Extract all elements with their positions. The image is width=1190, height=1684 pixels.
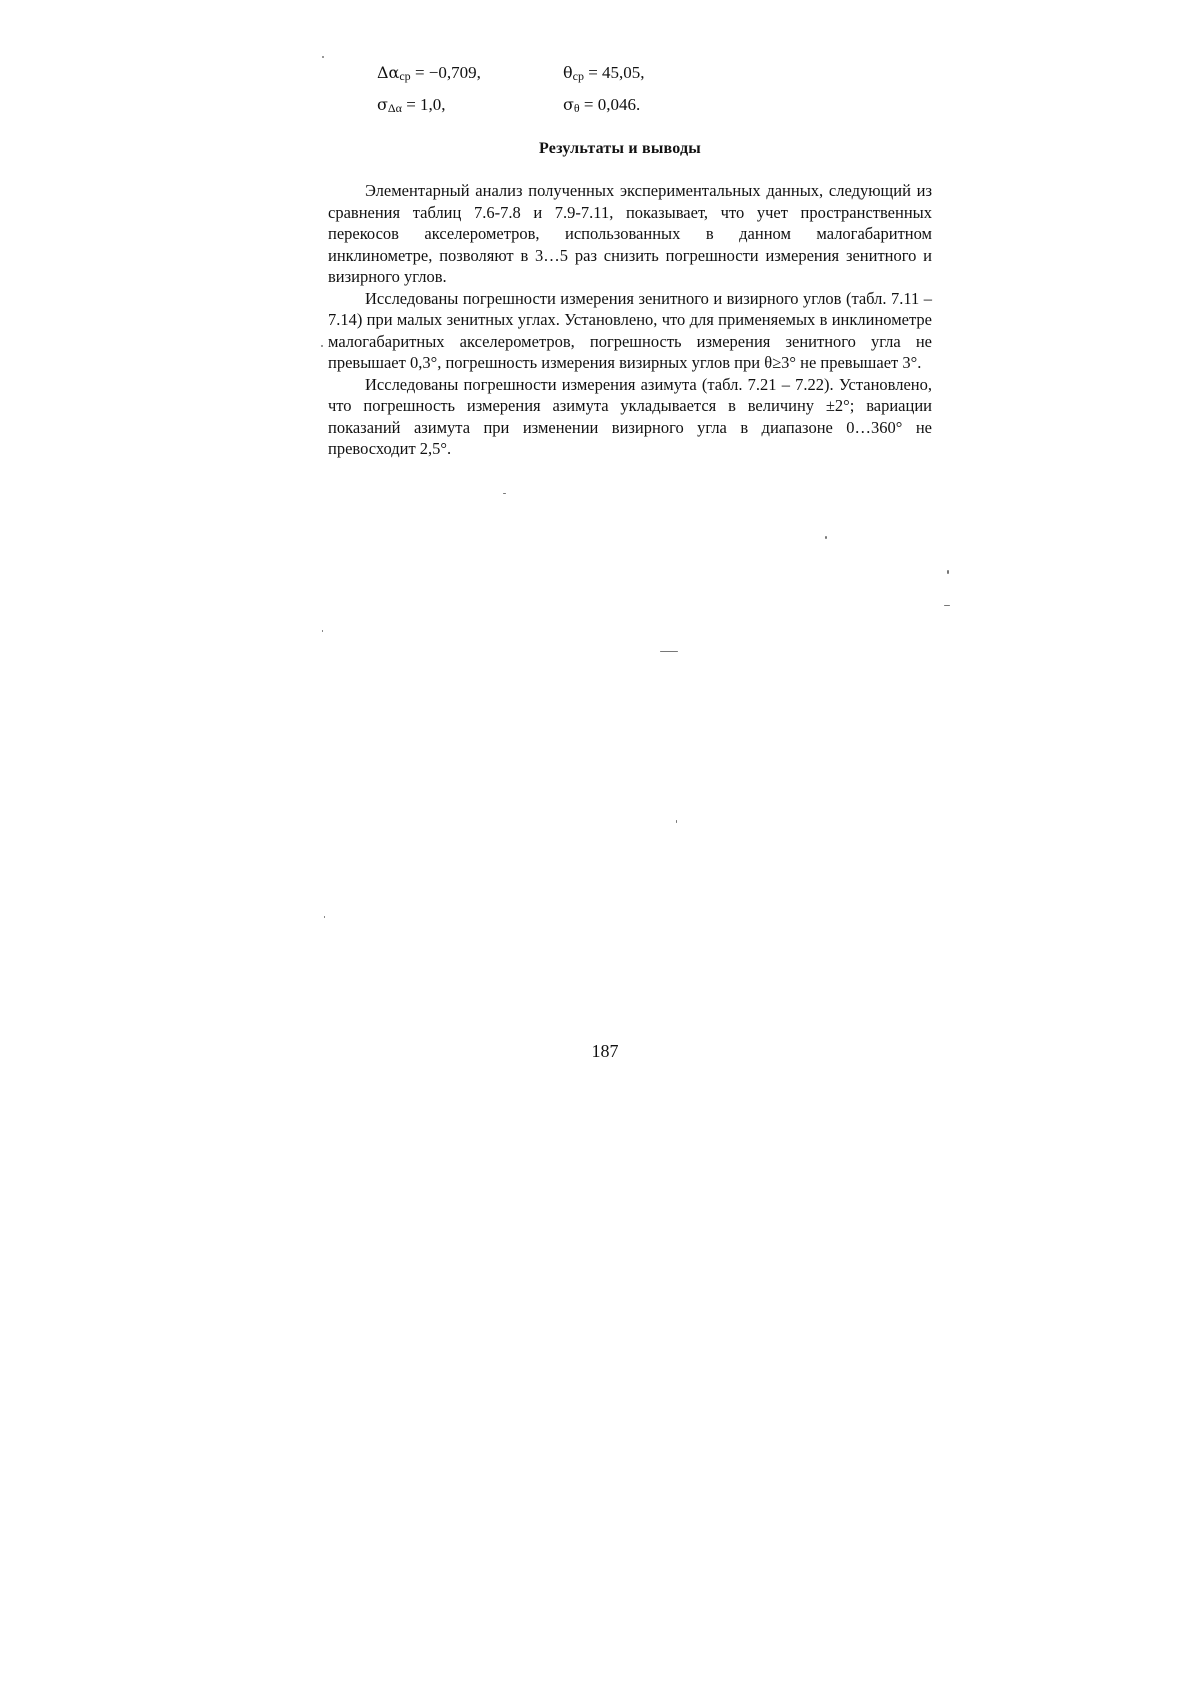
formula-delta-alpha-mean	[377, 63, 481, 84]
scan-speck	[660, 651, 678, 652]
formula-subscript: θ	[573, 101, 580, 115]
scan-speck	[321, 345, 323, 347]
formula-sigma-theta	[563, 95, 640, 116]
formula-symbol: Δα	[377, 63, 400, 82]
section-body	[328, 180, 932, 460]
formula-symbol: σ	[563, 95, 574, 114]
paragraph: Исследованы погрешности измерения азимута (табл. 7.21 – 7.22). Установлено, что погрешность измерения азимута укладывается в величину ±2°; вариации показаний азимута при изменении визирного угла в диапазоне 0…360° не превосходит 2,5°.	[328, 374, 932, 458]
formula-sigma-delta-alpha	[377, 95, 446, 116]
scan-speck	[947, 570, 949, 574]
formula-symbol: σ	[377, 95, 388, 114]
formula-subscript: Δα	[387, 101, 402, 115]
formula-value: = 0,046.	[583, 95, 641, 114]
paragraph: Элементарный анализ полученных экспериментальных данных, следующий из сравнения таблиц 7.6-7.8 и 7.9-7.11, показывает, что учет пространственных перекосов акселерометров, использованных в данном малогабаритном инклинометре, позволяют в 3…5 раз снизить погрешности измерения зенитного и визирного углов.	[328, 181, 932, 286]
scan-speck	[676, 820, 677, 823]
formula-theta-mean	[563, 63, 645, 84]
formula-subscript: ср	[399, 69, 411, 83]
paragraph: Исследованы погрешности измерения зенитного и визирного углов (табл. 7.11 – 7.14) при малых зенитных углах. Установлено, что для применяемых в инклинометре малогабаритных акселерометров, погрешность измерения зенитного угла не превышает 0,3°, погрешность измерения визирных углов при θ≥3° не превышает 3°.	[328, 288, 932, 372]
formula-symbol: θ	[563, 63, 573, 82]
formula-subscript: ср	[572, 69, 584, 83]
formula-value: = 45,05,	[588, 63, 645, 82]
formula-value: = −0,709,	[414, 63, 481, 82]
scan-speck	[322, 56, 324, 58]
page-number: 187	[591, 1041, 619, 1061]
scan-speck	[322, 630, 323, 632]
scan-speck	[944, 605, 950, 606]
section-heading: Результаты и выводы	[539, 140, 701, 157]
scan-speck	[825, 536, 827, 539]
scan-speck	[503, 493, 506, 494]
scan-speck	[324, 916, 325, 918]
formula-value: = 1,0,	[406, 95, 446, 114]
